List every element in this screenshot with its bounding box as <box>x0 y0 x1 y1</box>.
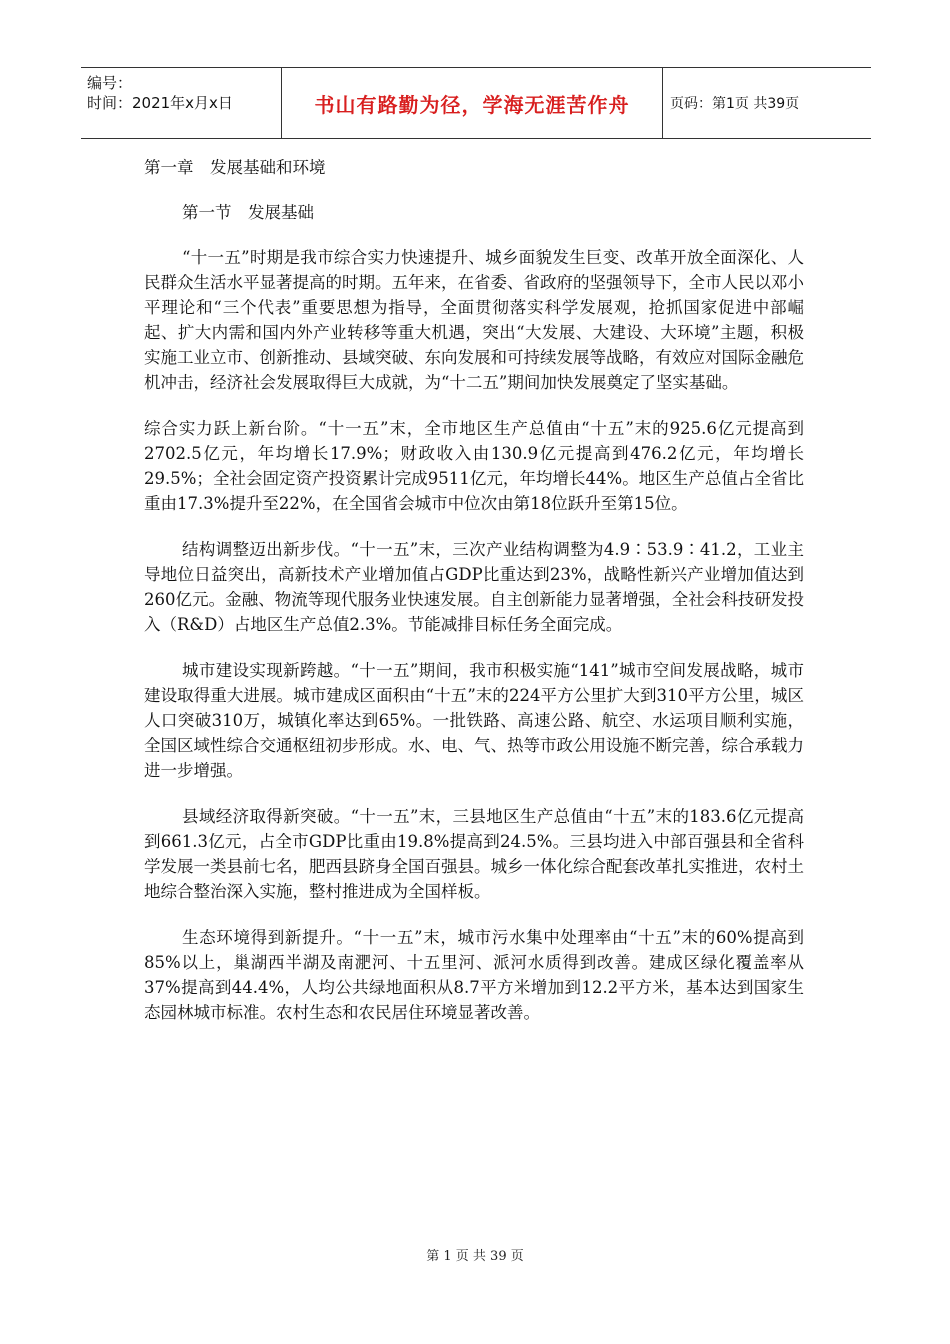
header-page-info: 页码：第1页 共39页 <box>670 96 800 112</box>
page-footer: 第 1 页 共 39 页 <box>426 1249 524 1264</box>
document-body <box>144 155 804 1046</box>
time-label: 时间：2021年x月x日 <box>87 94 233 112</box>
paragraph-urban-construction: 城市建设实现新跨越。“十一五”期间，我市积极实施“141”城市空间发展战略，城市建设取得重大进展。城市建成区面积由“十五”末的224平方公里扩大到310平方公里，城区人口突破310万，城镇化率达到65%。一批铁路、高速公路、航空、水运项目顺利实施，全国区域性综合交通枢纽初步形成。水、电、气、热等市政公用设施不断完善，综合承载力进一步增强。 <box>144 661 804 780</box>
header-motto: 书山有路勤为径，学海无涯苦作舟 <box>314 92 630 117</box>
paragraph-county-economy: 县域经济取得新突破。“十一五”末，三县地区生产总值由“十五”末的183.6亿元提高到661.3亿元，占全市GDP比重由19.8%提高到24.5%。三县均进入中部百强县和全省科学发展一类县前七名，肥西县跻身全国百强县。城乡一体化综合配套改革扎实推进，农村土地综合整治深入实施，整村推进成为全国样板。 <box>144 807 804 901</box>
paragraph-comprehensive-strength: 综合实力跃上新台阶。“十一五”末，全市地区生产总值由“十五”末的925.6亿元提高到2702.5亿元，年均增长17.9%；财政收入由130.9亿元提高到476.2亿元，年均增长29.5%；全社会固定资产投资累计完成9511亿元，年均增长44%。地区生产总值占全省比重由17.3%提升至22%，在全国省会城市中位次由第18位跃升至第15位。 <box>144 419 804 513</box>
paragraph-ecology: 生态环境得到新提升。“十一五”末，城市污水集中处理率由“十五”末的60%提高到85%以上，巢湖西半湖及南淝河、十五里河、派河水质得到改善。建成区绿化覆盖率从37%提高到44.4%，人均公共绿地面积从8.7平方米增加到12.2平方米，基本达到国家生态园林城市标准。农村生态和农民居住环境显著改善。 <box>144 928 804 1022</box>
number-label: 编号： <box>87 74 133 92</box>
paragraph-structure-adjustment: 结构调整迈出新步伐。“十一五”末，三次产业结构调整为4.9∶53.9∶41.2，工业主导地位日益突出，高新技术产业增加值占GDP比重达到23%，战略性新兴产业增加值达到260亿元。金融、物流等现代服务业快速发展。自主创新能力显著增强，全社会科技研发投入（R&D）占地区生产总值2.3%。节能减排目标任务全面完成。 <box>144 540 804 634</box>
header-meta <box>81 68 281 138</box>
paragraph-intro: “十一五”时期是我市综合实力快速提升、城乡面貌发生巨变、改革开放全面深化、人民群众生活水平显著提高的时期。五年来，在省委、省政府的坚强领导下，全市人民以邓小平理论和“三个代表”重要思想为指导，全面贯彻落实科学发展观，抢抓国家促进中部崛起、扩大内需和国内外产业转移等重大机遇，突出“大发展、大建设、大环境”主题，积极实施工业立市、创新推动、县域突破、东向发展和可持续发展等战略，有效应对国际金融危机冲击，经济社会发展取得巨大成就，为“十二五”期间加快发展奠定了坚实基础。 <box>144 248 804 392</box>
page-header <box>81 67 871 139</box>
section-title: 第一节 发展基础 <box>182 203 314 222</box>
chapter-title: 第一章 发展基础和环境 <box>144 158 326 177</box>
header-motto-cell <box>281 68 663 138</box>
